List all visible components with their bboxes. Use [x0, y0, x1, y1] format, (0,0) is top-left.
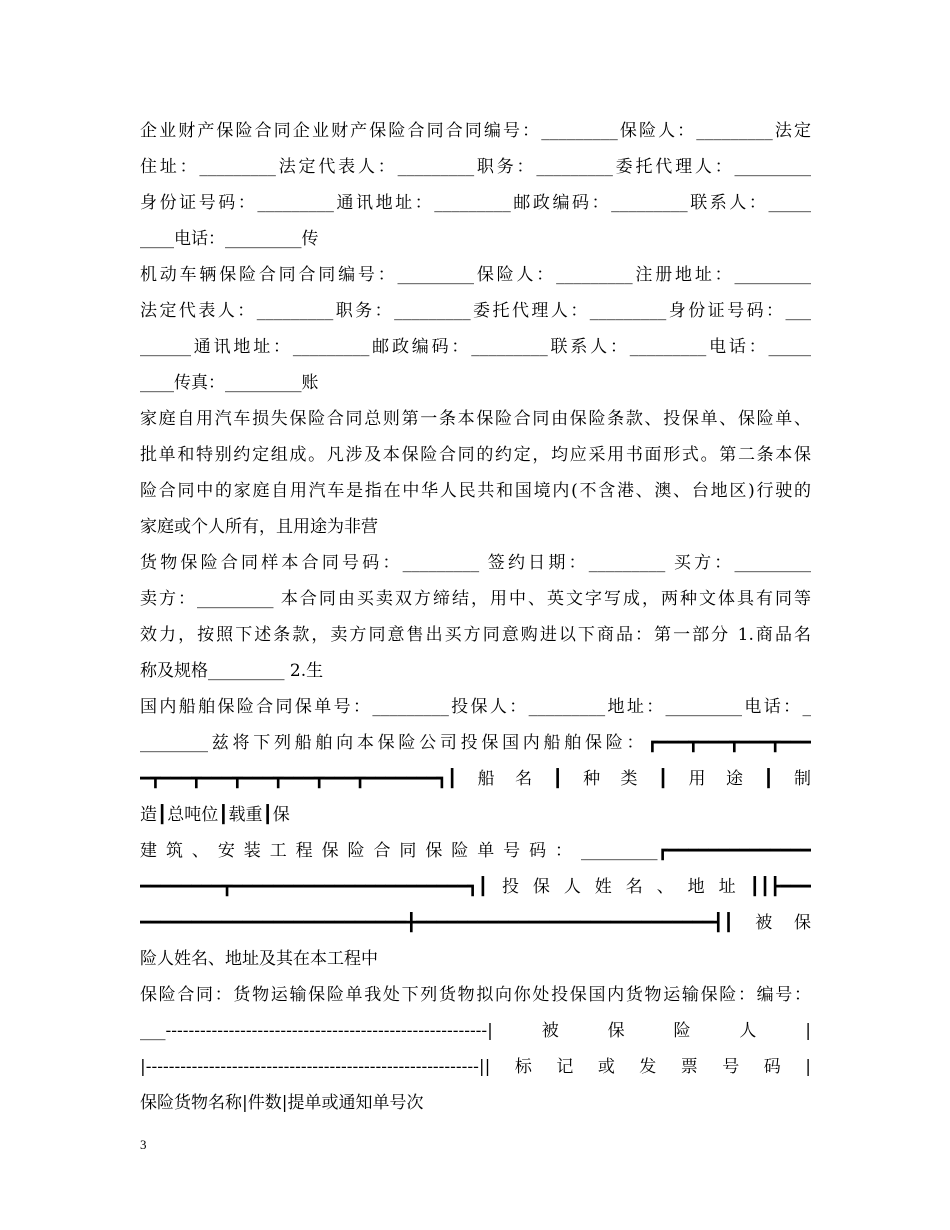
text-line: 家庭或个人所有，且用途为非营 — [140, 517, 378, 537]
text-line: ___--------------------------------------------------------|被保险人| — [140, 1021, 811, 1041]
text-line: ━━━━━━━━┳━━━━━━━━━━━━━━━━━━━━━━━┓┃投保人姓名、地址┃┃┣━━━ — [140, 877, 811, 897]
text-line: 机动车辆保险合同合同编号：_________保险人：_________注册地址：_________ — [140, 265, 811, 285]
text-line: 批单和特别约定组成。凡涉及本保险合同的约定，均应采用书面形式。第二条本保 — [140, 445, 811, 465]
text-line: 效力，按照下述条款，卖方同意售出买方同意购进以下商品：第一部分 1.商品名 — [140, 625, 811, 645]
text-line: 企业财产保险合同企业财产保险合同合同编号：_________保险人：_________法定 — [140, 121, 811, 141]
text-line: 建筑、安装工程保险合同保险单号码：_________┏━━━━━━━━━━━━━━ — [140, 841, 811, 861]
page-number: 3 — [140, 1137, 147, 1152]
text-line: 住址：_________法定代表人：_________职务：_________委托代理人：_________ — [140, 157, 811, 177]
text-line: 保险合同：货物运输保险单我处下列货物拟向你处投保国内货物运输保险：编号： — [140, 985, 811, 1005]
text-line: |----------------------------------------------------------||标记或发票号码| — [140, 1057, 811, 1077]
text-line: 身份证号码：_________通讯地址：_________邮政编码：_________联系人：_____ — [140, 193, 811, 213]
text-line: 货物保险合同样本合同号码：_________ 签约日期：_________ 买方：_________ — [140, 553, 811, 573]
text-line: 称及规格_________ 2.生 — [140, 661, 324, 681]
text-line: ━━━━━━━━━━━━━━━━━━━━━━━━━━╋━━━━━━━━━━━━━━━━━━━━━━━━━━━━━┫┃被保 — [140, 913, 811, 933]
text-line: 险合同中的家庭自用汽车是指在中华人民共和国境内(不含港、澳、台地区)行驶的 — [140, 481, 811, 501]
text-line: 国内船舶保险合同保单号：_________投保人：_________地址：_________电话：_ — [140, 697, 811, 717]
text-line: 卖方：_________ 本合同由买卖双方缔结，用中、英文字写成，两种文体具有同等 — [140, 589, 811, 609]
text-line: 家庭自用汽车损失保险合同总则第一条本保险合同由保险条款、投保单、保险单、 — [140, 409, 811, 429]
text-line: ________兹将下列船舶向本保险公司投保国内船舶保险：┏━━━┳━━━┳━━━┳━━━ — [140, 733, 811, 753]
text-line: ____电话：_________传 — [140, 229, 319, 249]
text-line: ______通讯地址：_________邮政编码：_________联系人：_________电话：_____ — [140, 337, 811, 357]
text-line: 保险货物名称|件数|提单或通知单号次 — [140, 1093, 424, 1113]
text-line: ____传真：_________账 — [140, 373, 319, 393]
text-line: 造┃总吨位┃载重┃保 — [140, 805, 290, 825]
text-line: 法定代表人：_________职务：_________委托代理人：_________身份证号码：___ — [140, 301, 811, 321]
text-line: ━┳━━━┳━━━┳━━━┳━━━┳━━━┳━━━━━━━┓┃船名┃种类┃用途┃制 — [140, 769, 811, 789]
text-line: 险人姓名、地址及其在本工程中 — [140, 949, 378, 969]
